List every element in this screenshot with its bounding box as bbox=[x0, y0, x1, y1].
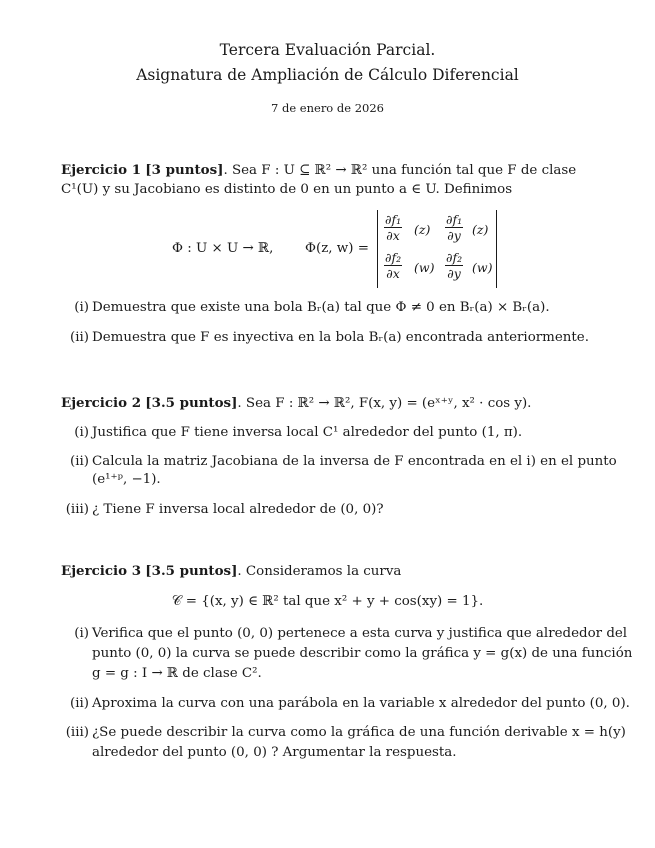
jacobian-determinant bbox=[377, 210, 497, 288]
exercise-1-heading: Ejercicio 1 bbox=[61, 162, 142, 178]
ex1-item-label: (ii) bbox=[69, 330, 89, 345]
ex1-item-text: Demuestra que existe una bola Bᵣ(a) tal que Φ ≠ 0 en Bᵣ(a) × Bᵣ(a). bbox=[92, 300, 550, 315]
ex1-item-label: (i) bbox=[74, 300, 89, 315]
ex2-item-text: ¿ Tiene F inversa local alrededor de (0, 0)? bbox=[92, 502, 384, 517]
exercise-2-text: . Sea F : ℝ² → ℝ², F(x, y) = (eˣ⁺ʸ, x² · cos y). bbox=[237, 396, 532, 411]
exercise-2-points: [3.5 puntos] bbox=[145, 395, 238, 411]
exercise-1-map: Φ : U × U → ℝ, bbox=[172, 241, 274, 256]
ex2-item-label: (iii) bbox=[65, 502, 89, 517]
exam-title: Tercera Evaluación Parcial. bbox=[219, 41, 436, 59]
exercise-3-text: . Consideramos la curva bbox=[237, 564, 402, 579]
course-title: Asignatura de Ampliación de Cálculo Diferencial bbox=[136, 66, 519, 84]
partial-f2-y: $\frac{\text{∂f₂}}{\partial y}$ bbox=[446, 250, 463, 281]
partial-f2-x: $\frac{\text{∂f₂}}{\partial x}$ bbox=[385, 250, 402, 281]
ex2-item-label: (i) bbox=[74, 425, 89, 440]
ex3-item-text-cont: punto (0, 0) la curva se puede describir como la gráfica y = g(x) de una función bbox=[92, 646, 633, 661]
ex3-item-text-cont: alrededor del punto (0, 0) ? Argumentar la respuesta. bbox=[92, 745, 457, 760]
exercise-1-points: [3 puntos] bbox=[145, 162, 224, 178]
ex3-item-text: Verifica que el punto (0, 0) pertenece a esta curva y justifica que alrededor del bbox=[92, 626, 628, 641]
partial-f1-y: $\frac{\text{∂f₁}}{\partial y}$ bbox=[446, 212, 463, 243]
exercise-2-statement bbox=[61, 395, 611, 411]
exercise-2-heading: Ejercicio 2 bbox=[61, 395, 142, 411]
exercise-3-points: [3.5 puntos] bbox=[145, 563, 238, 579]
arg-z-1: (z) bbox=[414, 222, 431, 237]
ex3-item-label: (i) bbox=[74, 626, 89, 641]
ex2-item-text: Justifica que F tiene inversa local C¹ alrededor del punto (1, π). bbox=[92, 425, 523, 440]
exam-date: 7 de enero de 2026 bbox=[271, 101, 384, 115]
exercise-1-statement-line-1 bbox=[61, 162, 611, 178]
arg-z-2: (z) bbox=[472, 222, 489, 237]
ex2-item-text-cont: (e¹⁺ᵖ, −1). bbox=[92, 472, 161, 487]
ex3-item-label: (ii) bbox=[69, 696, 89, 711]
exercise-3-heading: Ejercicio 3 bbox=[61, 563, 142, 579]
exercise-3-statement bbox=[61, 563, 611, 579]
ex1-item-text: Demuestra que F es inyectiva en la bola Bᵣ(a) encontrada anteriormente. bbox=[92, 330, 589, 345]
ex3-item-text: Aproxima la curva con una parábola en la variable x alrededor del punto (0, 0). bbox=[92, 696, 630, 711]
exercise-1-text: . Sea F : U ⊆ ℝ² → ℝ² una función tal que F de clase bbox=[223, 163, 577, 178]
ex2-item-label: (ii) bbox=[69, 454, 89, 469]
exercise-1-phi-definition: Φ(z, w) = bbox=[305, 241, 369, 256]
ex3-item-text: ¿Se puede describir la curva como la gráfica de una función derivable x = h(y) bbox=[92, 725, 626, 740]
curve-definition: 𝒞 = {(x, y) ∈ ℝ² tal que x² + y + cos(xy) = 1}. bbox=[171, 594, 484, 609]
arg-w-1: (w) bbox=[414, 260, 435, 275]
arg-w-2: (w) bbox=[472, 260, 493, 275]
ex3-item-label: (iii) bbox=[65, 725, 89, 740]
partial-f1-x: $\frac{\text{∂f₁}}{\partial x}$ bbox=[385, 212, 402, 243]
ex2-item-text: Calcula la matriz Jacobiana de la inversa de F encontrada en el i) en el punto bbox=[92, 454, 617, 469]
exercise-1-statement-line-2: C¹(U) y su Jacobiano es distinto de 0 en un punto a ∈ U. Definimos bbox=[61, 182, 513, 197]
ex3-item-text-cont: g = g : I → ℝ de clase C². bbox=[92, 666, 262, 681]
